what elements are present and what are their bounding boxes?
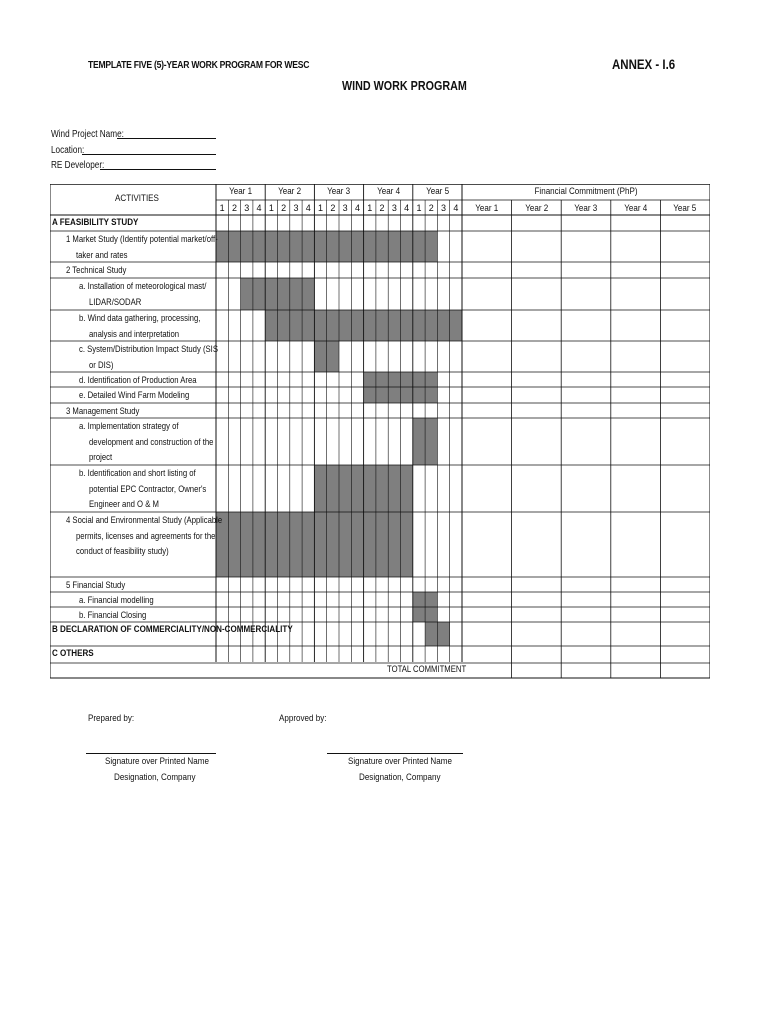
gantt-shaded-cell — [450, 310, 462, 341]
gantt-shaded-cell — [265, 231, 277, 262]
gantt-shaded-cell — [425, 372, 437, 387]
gantt-shaded-cell — [290, 278, 302, 310]
financial-year-header: Year 3 — [574, 203, 598, 214]
gantt-shaded-cell — [413, 592, 425, 607]
activity-label: or DIS) — [89, 359, 114, 370]
activity-label: a. Financial modelling — [79, 595, 154, 605]
quarter-number: 3 — [441, 203, 447, 213]
financial-year-header: Year 5 — [673, 203, 697, 214]
year-header: Year 1 — [229, 186, 253, 197]
gantt-shaded-cell — [253, 278, 265, 310]
gantt-shaded-cell — [314, 310, 326, 341]
activity-label: 5 Financial Study — [66, 580, 126, 590]
quarter-number: 2 — [231, 203, 237, 213]
gantt-shaded-cell — [265, 512, 277, 577]
approved-designation-caption: Designation, Company — [359, 772, 441, 783]
gantt-shaded-cell — [302, 512, 314, 577]
quarter-number: 3 — [391, 203, 397, 213]
gantt-shaded-cell — [265, 278, 277, 310]
gantt-shaded-cell — [376, 465, 388, 512]
total-commitment-label: TOTAL COMMITMENT — [387, 664, 467, 674]
section-label: C OTHERS — [52, 648, 94, 659]
quarter-number: 4 — [305, 203, 311, 213]
approved-sig-caption: Signature over Printed Name — [348, 756, 452, 767]
activity-label: analysis and interpretation — [89, 328, 180, 339]
gantt-shaded-cell — [425, 310, 437, 341]
gantt-shaded-cell — [278, 512, 290, 577]
gantt-shaded-cell — [351, 310, 363, 341]
quarter-number: 3 — [342, 203, 348, 213]
gantt-shaded-cell — [265, 310, 277, 341]
gantt-shaded-cell — [241, 231, 253, 262]
quarter-number: 1 — [268, 203, 274, 213]
gantt-shaded-cell — [241, 512, 253, 577]
gantt-shaded-cell — [388, 372, 400, 387]
gantt-shaded-cell — [413, 387, 425, 403]
gantt-shaded-cell — [302, 278, 314, 310]
activity-label: conduct of feasibility study) — [76, 546, 169, 556]
activity-label: d. Identification of Production Area — [79, 375, 197, 385]
quarter-number: 4 — [256, 203, 262, 213]
location-field[interactable] — [82, 154, 216, 155]
re-developer-field[interactable] — [100, 169, 216, 170]
gantt-shaded-cell — [376, 310, 388, 341]
gantt-shaded-cell — [401, 512, 413, 577]
gantt-shaded-cell — [401, 372, 413, 387]
financial-year-header: Year 1 — [475, 203, 499, 214]
quarter-number: 4 — [354, 203, 360, 213]
quarter-number: 1 — [318, 203, 324, 213]
activity-label: Engineer and O & M — [89, 499, 159, 509]
activity-label: project — [89, 452, 113, 462]
gantt-shaded-cell — [388, 310, 400, 341]
page-title: WIND WORK PROGRAM — [342, 79, 467, 93]
activity-label: 1 Market Study (Identify potential market/off- — [66, 234, 218, 244]
activity-label: permits, licenses and agreements for the — [76, 530, 216, 541]
gantt-shaded-cell — [216, 231, 228, 262]
gantt-shaded-cell — [364, 387, 376, 403]
gantt-shaded-cell — [364, 465, 376, 512]
quarter-number: 2 — [379, 203, 385, 213]
gantt-shaded-cell — [241, 278, 253, 310]
activity-label: b. Financial Closing — [79, 610, 147, 620]
gantt-shaded-cell — [314, 231, 326, 262]
gantt-shaded-cell — [364, 372, 376, 387]
re-developer-label: RE Developer: — [51, 160, 105, 171]
gantt-shaded-cell — [278, 278, 290, 310]
quarter-number: 1 — [219, 203, 225, 213]
activity-label: c. System/Distribution Impact Study (SIS — [79, 344, 218, 354]
gantt-shaded-cell — [364, 310, 376, 341]
prepared-sig-caption: Signature over Printed Name — [105, 756, 209, 767]
gantt-shaded-cell — [413, 418, 425, 465]
activity-label: potential EPC Contractor, Owner's — [89, 483, 207, 494]
approved-signature-line[interactable] — [327, 753, 463, 754]
gantt-shaded-cell — [290, 512, 302, 577]
activity-label: taker and rates — [76, 249, 128, 260]
quarter-number: 1 — [416, 203, 422, 213]
gantt-shaded-cell — [327, 512, 339, 577]
gantt-shaded-cell — [351, 231, 363, 262]
year-header: Year 5 — [425, 186, 449, 197]
gantt-shaded-cell — [376, 231, 388, 262]
gantt-shaded-cell — [302, 310, 314, 341]
gantt-shaded-cell — [413, 231, 425, 262]
gantt-shaded-cell — [401, 465, 413, 512]
gantt-shaded-cell — [228, 231, 240, 262]
activity-label: b. Wind data gathering, processing, — [79, 313, 201, 323]
gantt-shaded-cell — [327, 310, 339, 341]
quarter-number: 2 — [330, 203, 336, 213]
gantt-shaded-cell — [290, 231, 302, 262]
gantt-shaded-cell — [376, 387, 388, 403]
approved-by-label: Approved by: — [279, 713, 327, 724]
activity-label: development and construction of the — [89, 436, 214, 447]
activity-label: a. Installation of meteorological mast/ — [79, 281, 207, 291]
activity-label: 2 Technical Study — [66, 265, 127, 275]
quarter-number: 3 — [244, 203, 250, 213]
project-name-field[interactable] — [117, 138, 216, 139]
activity-label: 3 Management Study — [66, 406, 140, 416]
gantt-shaded-cell — [425, 387, 437, 403]
gantt-shaded-cell — [376, 512, 388, 577]
quarter-number: 2 — [281, 203, 287, 213]
activity-label: a. Implementation strategy of — [79, 421, 179, 431]
gantt-shaded-cell — [401, 387, 413, 403]
gantt-shaded-cell — [278, 231, 290, 262]
gantt-shaded-cell — [302, 231, 314, 262]
annex-label: ANNEX - I.6 — [612, 56, 676, 72]
year-header: Year 3 — [327, 186, 351, 197]
gantt-shaded-cell — [437, 622, 449, 646]
gantt-shaded-cell — [388, 231, 400, 262]
gantt-shaded-cell — [253, 512, 265, 577]
gantt-shaded-cell — [401, 231, 413, 262]
activity-label: LIDAR/SODAR — [89, 296, 142, 307]
gantt-shaded-cell — [327, 465, 339, 512]
gantt-shaded-cell — [290, 310, 302, 341]
activity-label: b. Identification and short listing of — [79, 468, 196, 478]
prepared-signature-line[interactable] — [86, 753, 216, 754]
gantt-shaded-cell — [425, 418, 437, 465]
gantt-shaded-cell — [339, 465, 351, 512]
gantt-shaded-cell — [425, 607, 437, 622]
prepared-designation-caption: Designation, Company — [114, 772, 196, 783]
gantt-shaded-cell — [425, 231, 437, 262]
gantt-shaded-cell — [376, 372, 388, 387]
gantt-shaded-cell — [388, 512, 400, 577]
gantt-shaded-cell — [351, 512, 363, 577]
section-label: B DECLARATION OF COMMERCIALITY/NON-COMMERCIALITY — [52, 624, 293, 635]
gantt-shaded-cell — [425, 592, 437, 607]
prepared-by-label: Prepared by: — [88, 713, 135, 724]
gantt-shaded-cell — [339, 231, 351, 262]
gantt-shaded-cell — [327, 231, 339, 262]
gantt-shaded-cell — [425, 622, 437, 646]
gantt-shaded-cell — [314, 341, 326, 372]
gantt-shaded-cell — [314, 465, 326, 512]
gantt-shaded-cell — [413, 607, 425, 622]
gantt-shaded-cell — [388, 387, 400, 403]
quarter-number: 3 — [293, 203, 299, 213]
project-name-label: Wind Project Name: — [51, 129, 124, 140]
location-label: Location: — [51, 145, 85, 156]
gantt-shaded-cell — [364, 231, 376, 262]
gantt-shaded-cell — [413, 310, 425, 341]
activity-label: e. Detailed Wind Farm Modeling — [79, 390, 190, 400]
quarter-number: 4 — [453, 203, 459, 213]
gantt-shaded-cell — [339, 512, 351, 577]
gantt-shaded-cell — [351, 465, 363, 512]
quarter-number: 2 — [428, 203, 434, 213]
gantt-shaded-cell — [413, 372, 425, 387]
gantt-shaded-cell — [401, 310, 413, 341]
template-title: TEMPLATE FIVE (5)-YEAR WORK PROGRAM FOR WESC — [88, 60, 310, 71]
financial-year-header: Year 4 — [624, 203, 648, 214]
financial-commitment-header: Financial Commitment (PhP) — [534, 186, 638, 197]
gantt-shaded-cell — [327, 341, 339, 372]
work-program-table — [50, 184, 710, 680]
gantt-shaded-cell — [314, 512, 326, 577]
gantt-shaded-cell — [278, 310, 290, 341]
gantt-shaded-cell — [388, 465, 400, 512]
activities-header: ACTIVITIES — [115, 193, 159, 204]
gantt-shaded-cell — [364, 512, 376, 577]
year-header: Year 4 — [376, 186, 400, 197]
gantt-shaded-cell — [228, 512, 240, 577]
gantt-shaded-cell — [253, 231, 265, 262]
gantt-shaded-cell — [437, 310, 449, 341]
section-label: A FEASIBILITY STUDY — [52, 217, 139, 228]
year-header: Year 2 — [278, 186, 302, 197]
gantt-shaded-cell — [339, 310, 351, 341]
quarter-number: 1 — [367, 203, 373, 213]
activity-label: 4 Social and Environmental Study (Applicable — [66, 515, 223, 525]
quarter-number: 4 — [404, 203, 410, 213]
financial-year-header: Year 2 — [524, 203, 548, 214]
